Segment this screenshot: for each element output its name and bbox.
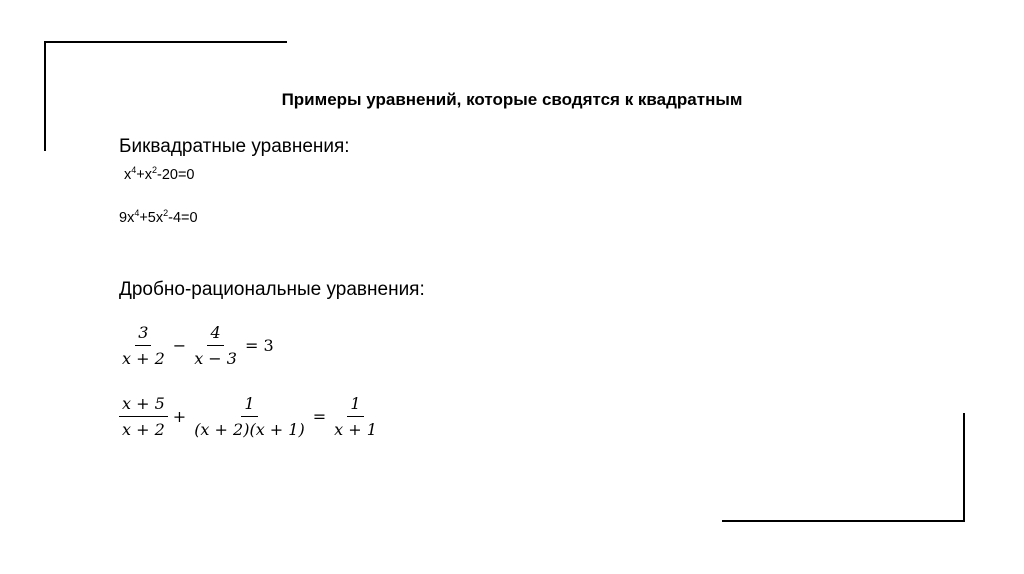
frame-corner-bottom-right-vertical xyxy=(963,413,965,522)
fractional-equation-2: $\frac{x + 5}{x + 2}$ + $\frac{1}{(x + 2)(x + 1)}$ = $\frac{1}{x + 1}$ xyxy=(117,394,382,439)
biquadratic-equation-1: $x^4+x^2-20=0$ xyxy=(124,165,195,183)
fraction: $\frac{1}{(x + 2)(x + 1)}$ xyxy=(194,394,305,439)
slide-title: Примеры уравнений, которые сводятся к квадратным xyxy=(281,90,743,109)
fraction: $\frac{4}{x - 3}$ xyxy=(194,323,237,368)
fractional-equation-1: $\frac{3}{x + 2}$ − $\frac{4}{x - 3}$ = 3 xyxy=(117,323,277,368)
biquadratic-equation-2: $9x^4+5x^2-4=0$ xyxy=(119,208,198,226)
frame-corner-bottom-right-horizontal xyxy=(722,520,965,522)
fraction: $\frac{x + 5}{x + 2}$ xyxy=(119,394,168,439)
fractional-rational-heading: Дробно-рациональные уравнения: xyxy=(119,279,425,300)
fraction: $\frac{1}{x + 1}$ xyxy=(334,394,377,439)
fraction: $\frac{3}{x + 2}$ xyxy=(122,323,165,368)
frame-corner-top-left-horizontal xyxy=(44,41,287,43)
biquadratic-heading: Биквадратные уравнения: xyxy=(119,136,350,157)
